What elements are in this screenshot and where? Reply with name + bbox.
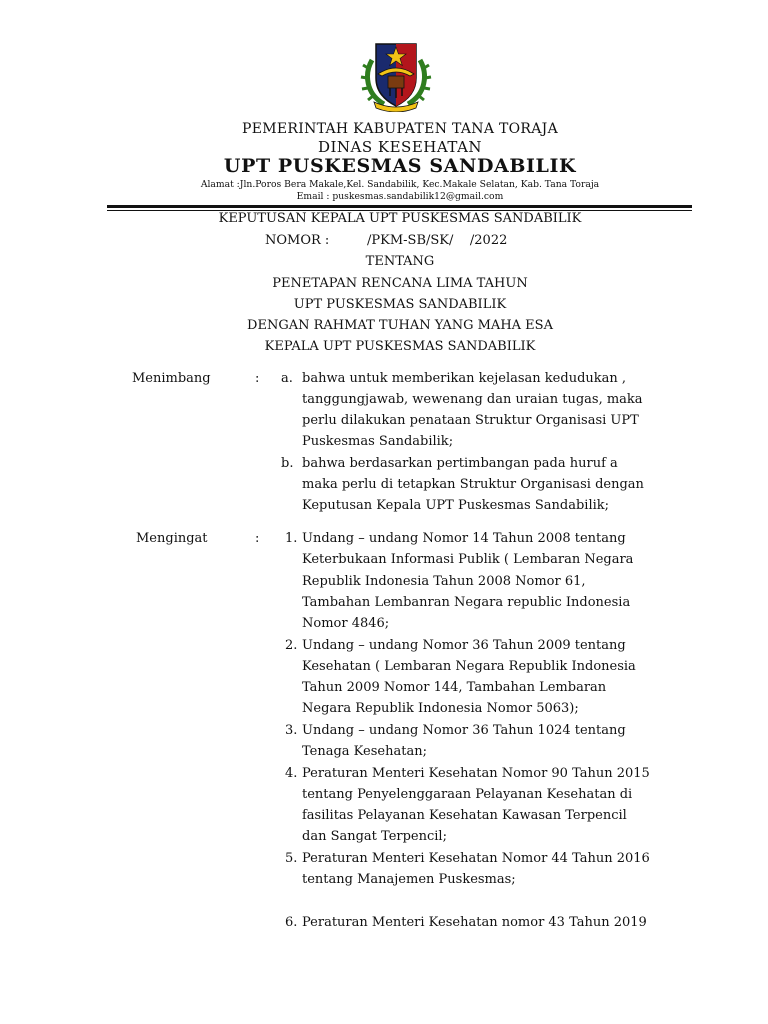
nomor-value: /PKM-SB/SK/ /2022	[367, 233, 508, 248]
list-item-line: Peraturan Menteri Kesehatan Nomor 90 Tahun 2015	[302, 766, 650, 781]
list-item-line: perlu dilakukan penataan Struktur Organisasi UPT	[302, 413, 639, 428]
list-item-line: tentang Penyelenggaraan Pelayanan Kesehatan di	[302, 787, 633, 802]
list-item-line: Undang – undang Nomor 36 Tahun 2009 tentang	[302, 638, 626, 653]
list-item-line: maka perlu di tetapkan Struktur Organisasi dengan	[302, 477, 644, 492]
list-item-line: Kesehatan ( Lembaran Negara Republik Indonesia	[302, 659, 636, 674]
subject-institution: UPT PUSKESMAS SANDABILIK	[293, 297, 507, 312]
department-name: DINAS KESEHATAN	[317, 138, 483, 156]
list-item-line: bahwa berdasarkan pertimbangan pada huruf a	[302, 456, 618, 471]
list-item-line: dan Sangat Terpencil;	[302, 829, 447, 844]
list-marker: 1.	[285, 531, 298, 546]
list-marker: 3.	[285, 723, 298, 738]
list-marker: 2.	[285, 638, 298, 653]
list-item-line: fasilitas Pelayanan Kesehatan Kawasan Terpencil	[302, 808, 627, 823]
nomor-label: NOMOR :	[265, 233, 330, 248]
regency-emblem-logo	[358, 38, 434, 112]
list-marker: 5.	[285, 851, 298, 866]
list-item-line: Peraturan Menteri Kesehatan nomor 43 Tahun 2019	[302, 915, 647, 930]
list-item-line: Undang – undang Nomor 14 Tahun 2008 tentang	[302, 531, 626, 546]
menimbang-colon: :	[255, 371, 260, 386]
institution-name: UPT PUSKESMAS SANDABILIK	[223, 155, 577, 177]
list-item-line: tentang Manajemen Puskesmas;	[302, 872, 516, 887]
list-item-line: Tahun 2009 Nomor 144, Tambahan Lembaran	[302, 680, 607, 695]
list-item-line: Republik Indonesia Tahun 2008 Nomor 61,	[302, 574, 586, 589]
list-item-line: Peraturan Menteri Kesehatan Nomor 44 Tahun 2016	[302, 851, 650, 866]
list-item-line: Keterbukaan Informasi Publik ( Lembaran Negara	[302, 552, 634, 567]
list-marker: 4.	[285, 766, 298, 781]
issuer-line: KEPALA UPT PUSKESMAS SANDABILIK	[264, 339, 536, 354]
list-item-line: Negara Republik Indonesia Nomor 5063);	[302, 701, 579, 716]
tentang-heading: TENTANG	[365, 254, 435, 269]
list-item-line: Tambahan Lembanran Negara republic Indonesia	[302, 595, 631, 610]
header-divider-thick	[107, 205, 692, 208]
address-line: Alamat :Jln.Poros Bera Makale,Kel. Sandabilik, Kec.Makale Selatan, Kab. Tana Toraja	[200, 179, 600, 190]
subject-line: PENETAPAN RENCANA LIMA TAHUN	[272, 276, 528, 291]
mengingat-colon: :	[255, 531, 260, 546]
list-item-line: Keputusan Kepala UPT Puskesmas Sandabilik;	[302, 498, 610, 513]
list-marker: a.	[281, 371, 293, 386]
list-item-line: Nomor 4846;	[302, 616, 390, 631]
email-line: Email : puskesmas.sandabilik12@gmail.com	[296, 191, 504, 202]
mengingat-label: Mengingat	[136, 531, 208, 546]
list-item-line: bahwa untuk memberikan kejelasan kedudukan ,	[302, 371, 627, 386]
menimbang-label: Menimbang	[132, 371, 211, 386]
invocation-line: DENGAN RAHMAT TUHAN YANG MAHA ESA	[247, 318, 553, 333]
list-item-line: Undang – undang Nomor 36 Tahun 1024 tentang	[302, 723, 626, 738]
government-name: PEMERINTAH KABUPATEN TANA TORAJA	[242, 121, 558, 137]
list-item-line: tanggungjawab, wewenang dan uraian tugas, maka	[302, 392, 643, 407]
list-item-line: Tenaga Kesehatan;	[302, 744, 427, 759]
list-marker: b.	[281, 456, 294, 471]
decree-title: KEPUTUSAN KEPALA UPT PUSKESMAS SANDABILIK	[218, 211, 582, 226]
list-item-line: Puskesmas Sandabilik;	[302, 434, 454, 449]
list-marker: 6.	[285, 915, 298, 930]
